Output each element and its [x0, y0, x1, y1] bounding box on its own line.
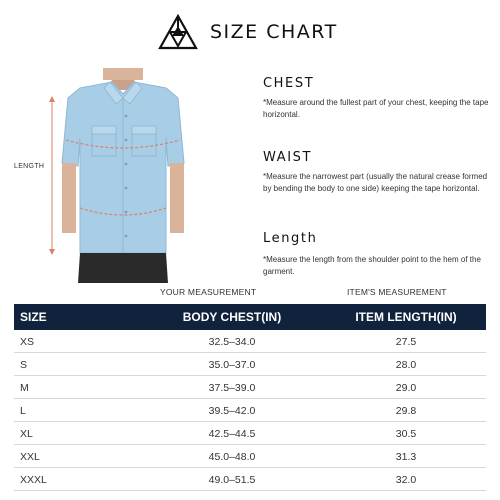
your-measurement-label: YOUR MEASUREMENT [160, 287, 257, 297]
item-measurement-label: ITEM'S MEASUREMENT [347, 287, 447, 297]
table-row [14, 353, 486, 376]
size-cell: L [20, 405, 26, 417]
waist-heading: WAIST [263, 150, 313, 165]
header [0, 14, 500, 54]
length-cell: 29.0 [395, 382, 417, 394]
length-cell: 28.0 [395, 359, 417, 371]
size-column-header: SIZE [20, 310, 47, 324]
table-row [14, 468, 486, 491]
table-header [14, 304, 486, 330]
chest-instructions: *Measure around the fullest part of your chest, keeping the tape horizontal. [263, 98, 489, 119]
length-cell: 27.5 [395, 336, 417, 348]
size-cell: XL [20, 428, 33, 440]
length-cell: 30.5 [395, 428, 417, 440]
page-title: SIZE CHART [210, 21, 338, 43]
length-cell: 29.8 [395, 405, 417, 417]
size-cell: XXL [20, 451, 40, 463]
table-row [14, 330, 486, 353]
chest-cell: 37.5–39.0 [208, 382, 256, 394]
length-instructions: *Measure the length from the shoulder point to the hem of the garment. [263, 255, 481, 276]
chest-column-header: BODY CHEST(IN) [182, 310, 282, 324]
length-column-header: ITEM LENGTH(IN) [355, 310, 457, 324]
waist-instructions: *Measure the narrowest part (usually the natural crease formed by bending the body to one side) keeping the tape horizontal. [263, 172, 488, 193]
chest-cell: 35.0–37.0 [208, 359, 256, 371]
size-cell: XXXL [20, 474, 47, 486]
length-heading: Length [263, 231, 318, 246]
table-row [14, 399, 486, 422]
chest-cell: 49.0–51.5 [208, 474, 256, 486]
length-label: LENGTH [14, 163, 45, 170]
table-row [14, 445, 486, 468]
shirt-illustration [0, 68, 250, 283]
size-cell: XS [20, 336, 35, 348]
chest-cell: 39.5–42.0 [208, 405, 256, 417]
table-row [14, 376, 486, 399]
length-cell: 31.3 [395, 451, 417, 463]
chest-cell: 45.0–48.0 [208, 451, 256, 463]
chest-cell: 32.5–34.0 [208, 336, 256, 348]
length-cell: 32.0 [395, 474, 417, 486]
shirt-figure [0, 68, 250, 283]
size-cell: M [20, 382, 29, 394]
chest-cell: 42.5–44.5 [208, 428, 256, 440]
table-row [14, 422, 486, 445]
chest-heading: CHEST [263, 76, 315, 91]
size-cell: S [20, 359, 28, 371]
mountain-logo-icon [158, 14, 198, 50]
